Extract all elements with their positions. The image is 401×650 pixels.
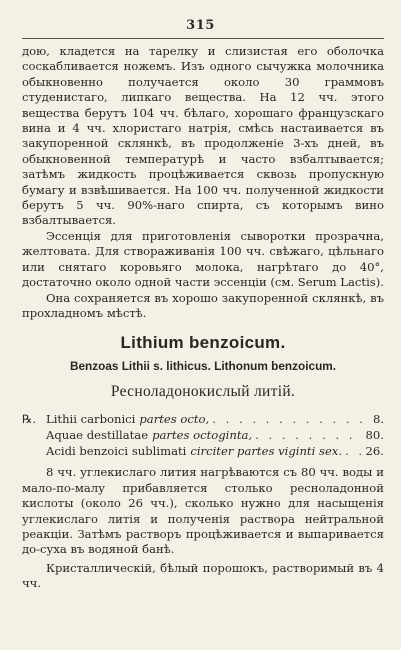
ingredient-quantity: partes octoginta, — [152, 428, 253, 443]
recipe-line — [22, 411, 384, 427]
ingredient-quantity: circiter partes viginti sex. — [190, 444, 343, 459]
paragraph-preparation: 8 чч. углекислаго лития нагрѣваются съ 80 чч. воды и мало-по-малу прибавляется столько ресноладонной кислоты (около 26 чч.), сколько нужно для насыщенія углекислаго литія и полученія раствора нейтральной реакціи. Затѣмъ растворъ процѣживается и выпаривается до-суха въ водяной банѣ. — [22, 465, 384, 557]
recipe-line — [22, 443, 384, 459]
leader-dots — [255, 427, 362, 443]
paragraph-description: Кристаллическій, бѣлый порошокъ, растворимый въ 4 чч. — [22, 560, 384, 591]
ingredient-quantity: partes octo, — [139, 412, 210, 427]
ingredient-name: Lithii carbonici — [46, 412, 136, 427]
paragraph-essence: Эссенція для приготовленія сыворотки прозрачна, желтовата. Для створаживанія 100 чч. свѣжаго, цѣльнаго или снятаго коровьяго молока, нагрѣтаго до 40°, достаточно около одной части эссенціи (см. Serum Lactis). — [22, 228, 384, 290]
recipe-line — [22, 427, 384, 443]
leader-dots — [345, 443, 363, 459]
ingredient-amount: 26. — [365, 444, 384, 459]
recipe-symbol: ℞. — [22, 412, 37, 427]
entry-synonyms: Benzoas Lithii s. lithicus. Lithonum benzoicum. — [69, 359, 337, 374]
ingredient-name: Aquae destillatae — [46, 428, 149, 443]
page-body — [22, 44, 384, 592]
paragraph-storage: Она сохраняется въ хорошо закупоренной склянкѣ, въ прохладномъ мѣстѣ. — [22, 290, 384, 320]
paragraph-continuation: дою, кладется на тарелку и слизистая его оболочка соскабливается ножемъ. Изъ одного сычужка молочника обыкновенно получается около 30 граммовъ студенистаго, липкаго вещества. На 12 чч. этого вещества берутъ 104 чч. бѣлаго, хорошаго французскаго вина и 4 чч. хлористаго натрія, смѣсь настаивается въ закупоренной склянкѣ, въ продолженіе 3-хъ дней, въ обыкновенной температурѣ и часто взбалтывается; затѣмъ жидкость процѣживается сквозь пропускную бумагу и взвѣшивается. На 100 чч. полученной жидкости берутъ 5 чч. 90%-наго спирта, съ которымъ вино взбалтывается. — [22, 44, 384, 228]
header-rule — [22, 38, 384, 39]
entry-russian-name: Ресноладонокислый литій. — [110, 383, 296, 401]
ingredient-name: Acidi benzoici sublimati — [46, 444, 187, 459]
page-number: 315 — [186, 18, 215, 33]
leader-dots — [212, 411, 370, 427]
ingredient-amount: 8. — [372, 412, 384, 427]
entry-title: Lithium benzoicum. — [120, 333, 286, 353]
ingredient-amount: 80. — [365, 428, 384, 443]
recipe — [22, 411, 384, 459]
